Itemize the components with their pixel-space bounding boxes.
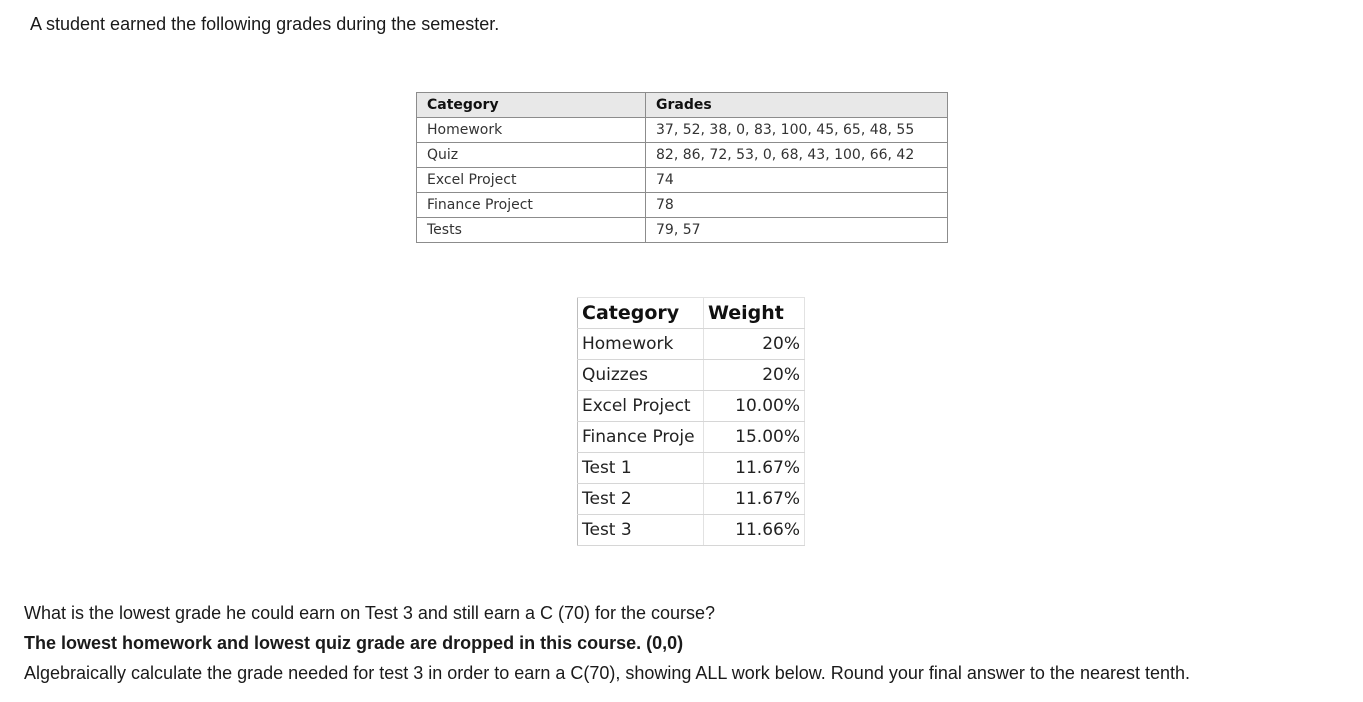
cell-category: Test 1 (578, 453, 704, 484)
table-row (417, 218, 948, 243)
cell-category: Finance Proje (578, 422, 704, 453)
cell-weight: 15.00% (704, 422, 805, 453)
instruction-text: Algebraically calculate the grade needed for test 3 in order to earn a C(70), showing ALL work below. Round your final answer to the nearest tenth. (24, 663, 1191, 683)
cell-weight: 20% (704, 329, 805, 360)
header-weight: Weight (704, 298, 805, 329)
question-text: What is the lowest grade he could earn on Test 3 and still earn a C (70) for the course? (24, 603, 716, 623)
cell-weight: 20% (704, 360, 805, 391)
cell-category: Quizzes (578, 360, 704, 391)
cell-category: Excel Project (417, 168, 646, 193)
header-category: Category (417, 93, 646, 118)
cell-category: Excel Project (578, 391, 704, 422)
table-row (578, 391, 805, 422)
cell-weight: 11.66% (704, 515, 805, 546)
table-row (417, 143, 948, 168)
intro-text: A student earned the following grades during the semester. (30, 14, 500, 34)
cell-grades: 79, 57 (646, 218, 948, 243)
cell-grades: 74 (646, 168, 948, 193)
cell-grades: 78 (646, 193, 948, 218)
cell-grades: 37, 52, 38, 0, 83, 100, 45, 65, 48, 55 (646, 118, 948, 143)
table-row (578, 422, 805, 453)
cell-category: Test 3 (578, 515, 704, 546)
table-row (417, 118, 948, 143)
grades-table (416, 92, 948, 243)
table-row (417, 168, 948, 193)
table-row (578, 484, 805, 515)
header-category: Category (578, 298, 704, 329)
weights-table (577, 297, 805, 546)
table-header-row (417, 93, 948, 118)
cell-category: Homework (578, 329, 704, 360)
cell-weight: 10.00% (704, 391, 805, 422)
cell-weight: 11.67% (704, 484, 805, 515)
cell-category: Homework (417, 118, 646, 143)
cell-weight: 11.67% (704, 453, 805, 484)
table-row (417, 193, 948, 218)
header-grades: Grades (646, 93, 948, 118)
table-header-row (578, 298, 805, 329)
table-row (578, 453, 805, 484)
cell-grades: 82, 86, 72, 53, 0, 68, 43, 100, 66, 42 (646, 143, 948, 168)
cell-category: Test 2 (578, 484, 704, 515)
table-row (578, 515, 805, 546)
drop-rule-text: The lowest homework and lowest quiz grade are dropped in this course. (0,0) (24, 633, 684, 653)
table-row (578, 329, 805, 360)
cell-category: Finance Project (417, 193, 646, 218)
cell-category: Quiz (417, 143, 646, 168)
cell-category: Tests (417, 218, 646, 243)
table-row (578, 360, 805, 391)
